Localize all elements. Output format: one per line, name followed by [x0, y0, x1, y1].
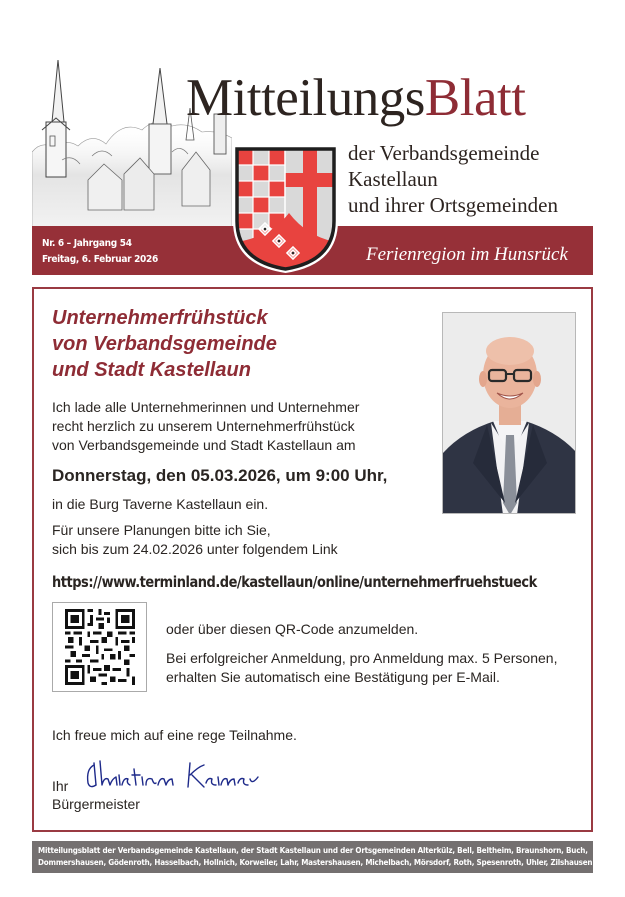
headline-line: Unternehmerfrühstück	[52, 307, 268, 329]
registration-line: sich bis zum 24.02.2026 unter folgendem Link	[52, 541, 338, 557]
coat-of-arms-icon	[229, 143, 342, 273]
issue-info	[42, 236, 158, 268]
publication-subtitle	[348, 140, 558, 218]
salutation: Ihr	[52, 778, 69, 794]
intro-line: Ich lade alle Unternehmerinnen und Unternehmer	[52, 399, 360, 415]
registration-link[interactable]: https://www.terminland.de/kastellaun/online/unternehmerfruehstueck	[52, 573, 537, 591]
footer-line: Dommershausen, Gödenroth, Hasselbach, Hollnich, Korweiler, Lahr, Mastershausen, Michelbach, Mörsdorf, Roth, Spesenroth, Uhler, Zilshausen	[38, 858, 593, 867]
subtitle-line: Kastellaun	[348, 167, 438, 191]
confirmation-paragraph	[166, 649, 557, 687]
intro-paragraph	[52, 398, 359, 455]
footer-line: Mitteilungsblatt der Verbandsgemeinde Kastellaun, der Stadt Kastellaun und der Ortsgemeinden Alterkülz, Bell, Beltheim, Braunshorn, Buch,	[38, 846, 588, 855]
issue-date: Freitag, 6. Februar 2026	[42, 254, 158, 265]
registration-qr-code[interactable]	[52, 602, 147, 692]
confirmation-line: Bei erfolgreicher Anmeldung, pro Anmeldung max. 5 Personen,	[166, 650, 558, 666]
intro-line: von Verbandsgemeinde und Stadt Kastellaun am	[52, 437, 356, 453]
title-part-mitteilungs: Mitteilungs	[186, 69, 425, 127]
headline-line: von Verbandsgemeinde	[52, 333, 277, 355]
qr-code-icon	[65, 609, 135, 685]
tagline: Ferienregion im Hunsrück	[366, 244, 568, 265]
article-headline	[52, 305, 277, 383]
signatory-role: Bürgermeister	[52, 796, 140, 812]
mayor-portrait-photo	[442, 312, 576, 514]
registration-line: Für unsere Planungen bitte ich Sie,	[52, 522, 271, 538]
mayor-signature	[82, 755, 262, 795]
intro-line: recht herzlich zu unserem Unternehmerfrühstück	[52, 418, 355, 434]
issue-number: Nr. 6 – Jahrgang 54	[42, 238, 132, 249]
event-date: Donnerstag, den 05.03.2026, um 9:00 Uhr,	[52, 466, 388, 485]
confirmation-line: erhalten Sie automatisch eine Bestätigung per E-Mail.	[166, 669, 500, 685]
title-part-blatt: Blatt	[424, 69, 526, 127]
qr-instruction: oder über diesen QR-Code anzumelden.	[166, 621, 419, 637]
subtitle-line: der Verbandsgemeinde	[348, 141, 540, 165]
article-box	[32, 287, 593, 832]
masthead	[0, 0, 625, 280]
publication-title	[186, 68, 525, 128]
portrait-illustration	[443, 313, 576, 514]
subtitle-line: und ihrer Ortsgemeinden	[348, 193, 558, 217]
registration-paragraph	[52, 521, 338, 559]
event-location: in die Burg Taverne Kastellaun ein.	[52, 496, 269, 512]
headline-line: und Stadt Kastellaun	[52, 359, 251, 381]
municipalities-footer	[32, 841, 593, 873]
closing-sentence: Ich freue mich auf eine rege Teilnahme.	[52, 727, 297, 743]
